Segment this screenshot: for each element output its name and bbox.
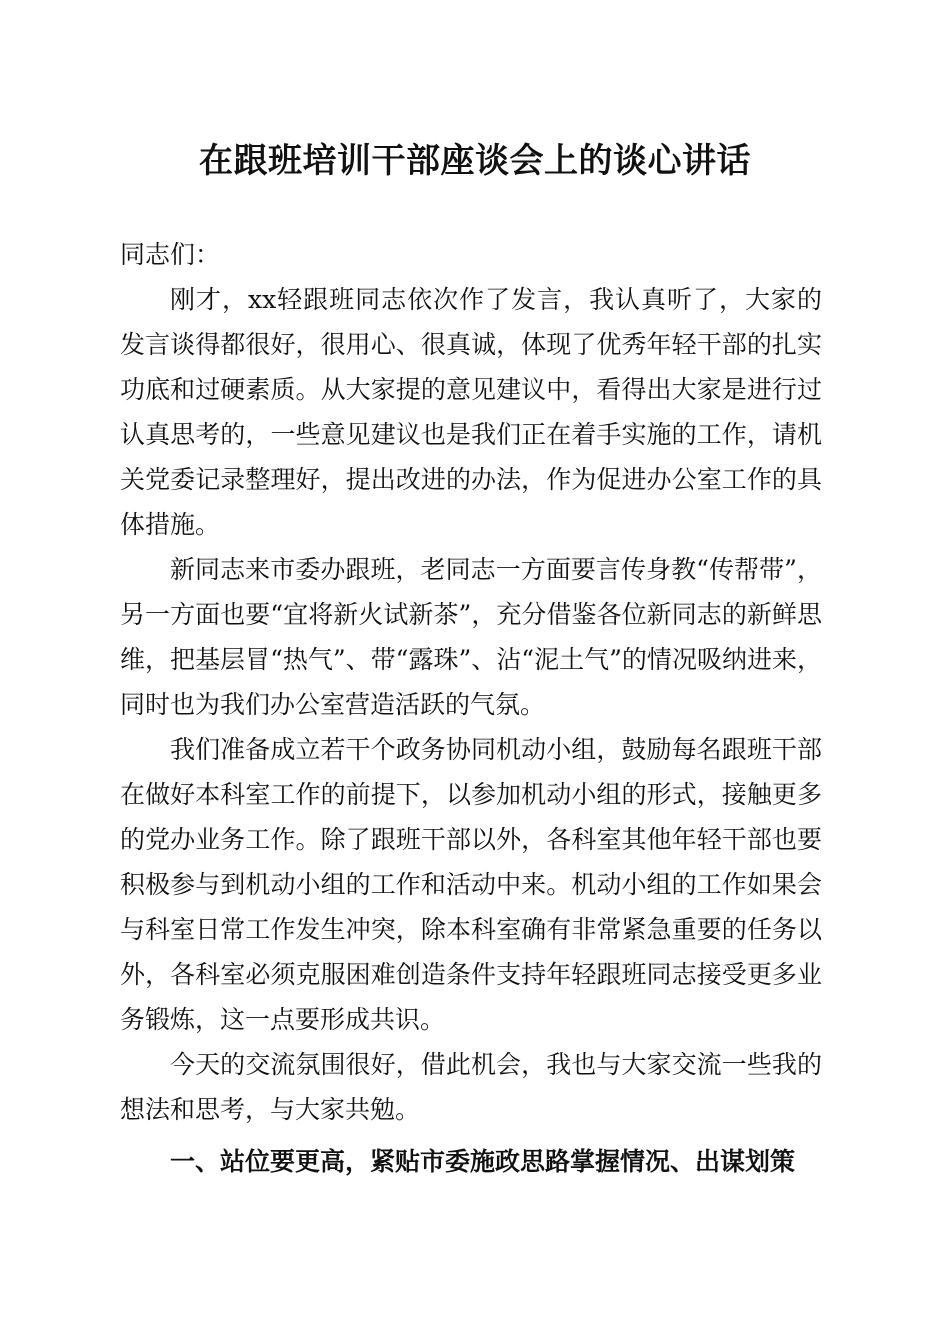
salutation: 同志们： [120,240,221,269]
section-heading-1: 一、站位要更高，紧贴市委施政思路掌握情况、出谋划策 [170,1147,796,1176]
paragraph-1: 刚才，xx轻跟班同志依次作了发言，我认真听了，大家的发言谈得都很好，很用心、很真诚，体现了优秀年轻干部的扎实功底和过硬素质。从大家提的意见建议中，看得出大家是进行过认真思考的，一些意见建议也是我们正在着手实施的工作，请机关党委记录整理好，提出改进的办法，作为促进办公室工作的具体措施。 [120,285,822,539]
paragraph-2: 新同志来市委办跟班，老同志一方面要言传身教“传帮带”，另一方面也要“宜将新火试新茶”，充分借鉴各位新同志的新鲜思维，把基层冒“热气”、带“露珠”、沾“泥土气”的情况吸纳进来，同时也为我们办公室营造活跃的气氛。 [120,555,822,719]
paragraph-4: 今天的交流氛围很好，借此机会，我也与大家交流一些我的想法和思考，与大家共勉。 [120,1050,822,1124]
paragraph-3: 我们准备成立若干个政务协同机动小组，鼓励每名跟班干部在做好本科室工作的前提下，以参加机动小组的形式，接触更多的党办业务工作。除了跟班干部以外，各科室其他年轻干部也要积极参与到机动小组的工作和活动中来。机动小组的工作如果会与科室日常工作发生冲突，除本科室确有非常紧急重要的任务以外，各科室必须克服困难创造条件支持年轻跟班同志接受更多业务锻炼，这一点要形成共识。 [120,735,822,1034]
document-body [120,232,822,1192]
document-title: 在跟班培训干部座谈会上的谈心讲话 [199,141,751,181]
